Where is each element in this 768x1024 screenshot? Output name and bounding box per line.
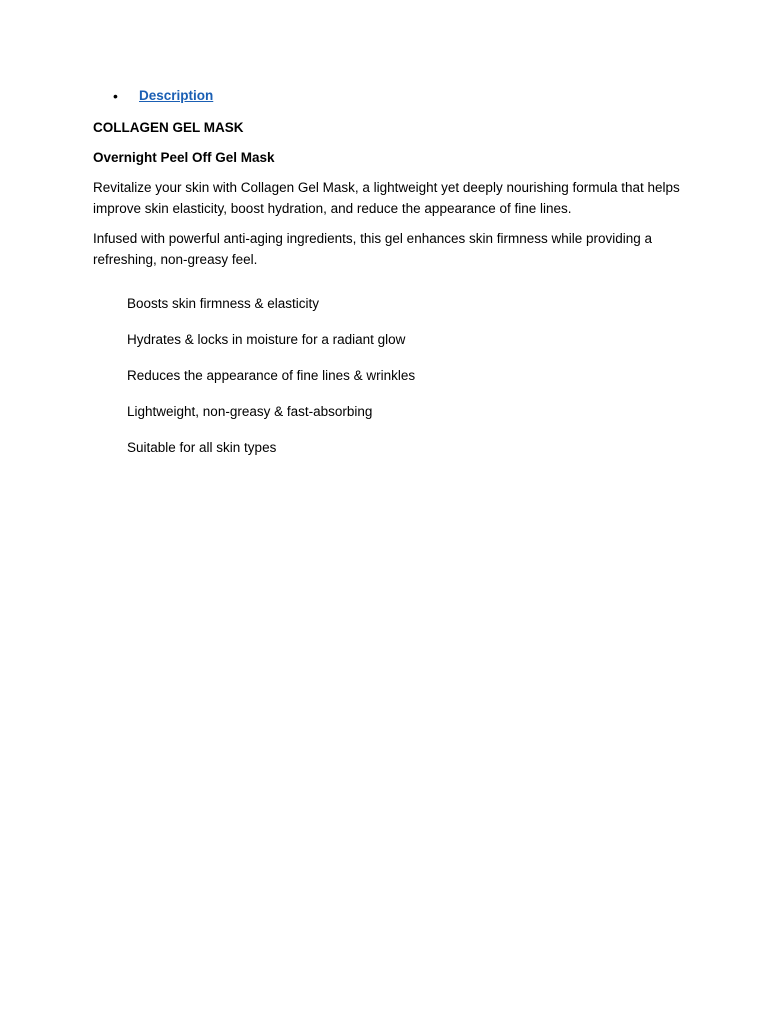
feature-item: Suitable for all skin types [127,440,277,455]
product-subtitle: Overnight Peel Off Gel Mask [93,150,275,165]
description-link[interactable]: Description [139,88,214,103]
feature-item: Hydrates & locks in moisture for a radiant glow [127,332,406,347]
feature-item: Boosts skin firmness & elasticity [127,296,320,311]
description-paragraph-2: Infused with powerful anti-aging ingredients, this gel enhances skin firmness while providing a refreshing, non-greasy feel. [93,231,653,267]
bullet-icon: • [113,88,118,104]
feature-list [127,294,415,474]
description-paragraph-1: Revitalize your skin with Collagen Gel Mask, a lightweight yet deeply nourishing formula that helps improve skin elasticity, boost hydration, and reduce the appearance of fine lines. [93,180,680,216]
feature-item: Lightweight, non-greasy & fast-absorbing [127,404,373,419]
product-title: COLLAGEN GEL MASK [93,120,244,135]
feature-item: Reduces the appearance of fine lines & wrinkles [127,368,416,383]
